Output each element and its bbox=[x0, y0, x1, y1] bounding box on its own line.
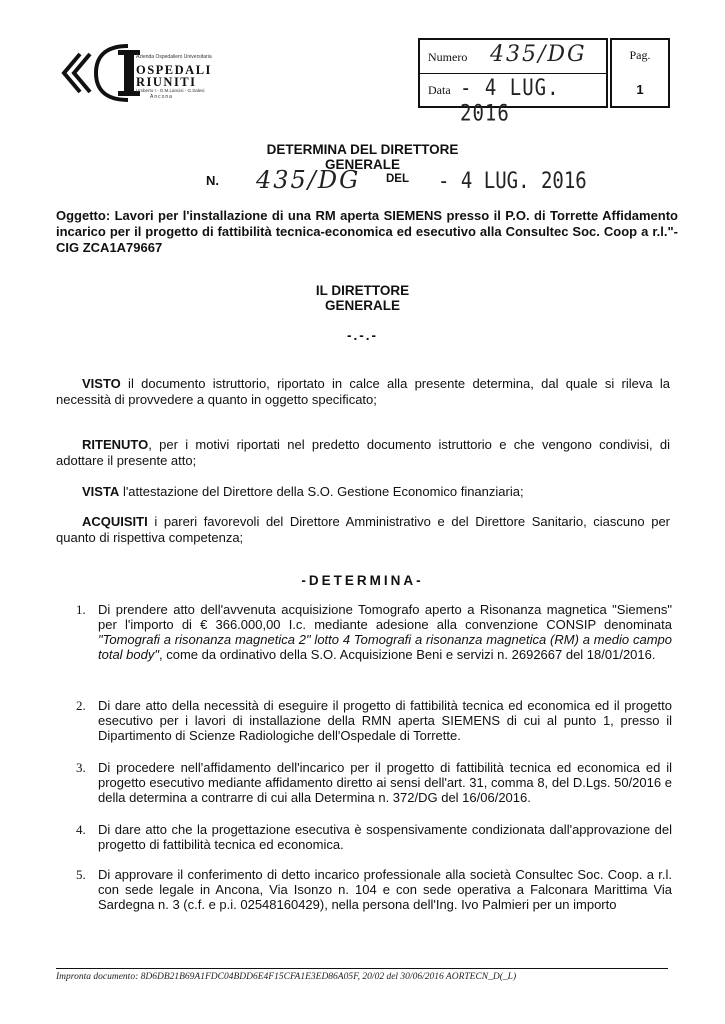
separator: -.-.- bbox=[347, 328, 378, 343]
paragraph-lead: VISTA bbox=[82, 484, 120, 499]
paragraph-acquisiti bbox=[56, 514, 670, 546]
logo-name-line2: RIUNITI bbox=[136, 75, 197, 89]
list-item bbox=[76, 760, 672, 808]
logo-small-top: Azienda Ospedaliero Universitaria bbox=[136, 54, 212, 60]
determina-heading: -DETERMINA- bbox=[301, 573, 424, 588]
list-item bbox=[76, 698, 672, 746]
paragraph-text: il documento istruttorio, riportato in calce alla presente determina, dal quale si rileva la necessità di provvedere a quanto in oggetto specificato; bbox=[56, 376, 670, 407]
list-item-text: Di approvare il conferimento di detto incarico professionale alla società Consultec Soc. Coop. a r.l. con sede legale in Ancona, Via Isonzo n. 104 e con sede operativa a Falconara Marittima Via Sardegna n. 3 (c.f. e p.i. 02548160429), nella persona dell'Ing. Ivo Palmieri per un importo bbox=[98, 867, 672, 912]
data-label: Data bbox=[428, 83, 451, 97]
item-text-italic: "Tomografi a risonanza magnetica 2" lotto 4 Tomografi a risonanza magnetica (RM) a medio campo total body" bbox=[98, 632, 672, 662]
logo-name bbox=[136, 64, 212, 88]
paragraph-visto bbox=[56, 376, 670, 408]
numero-label: Numero bbox=[428, 50, 468, 64]
subtitle-line2: GENERALE bbox=[324, 298, 400, 313]
footer-divider bbox=[56, 968, 668, 969]
number-label: N. bbox=[206, 173, 219, 188]
list-item-text bbox=[98, 602, 672, 662]
list-item-text: Di dare atto che la progettazione esecutiva è sospensivamente condizionata dall'approvazione del progetto di fattibilità tecnica ed economica. bbox=[98, 822, 672, 852]
list-item-number: 1. bbox=[76, 602, 86, 617]
page-box bbox=[610, 38, 670, 108]
paragraph-lead: ACQUISITI bbox=[82, 514, 148, 529]
list-item bbox=[76, 602, 672, 682]
list-item bbox=[76, 822, 672, 854]
item-text-part: , come da ordinativo della S.O. Acquisizione Beni e servizi n. 2692667 del 18/01/2016. bbox=[159, 647, 656, 662]
list-item-number: 2. bbox=[76, 698, 86, 713]
paragraph-vista bbox=[56, 484, 670, 500]
numero-row bbox=[420, 40, 606, 74]
list-item-number: 5. bbox=[76, 867, 86, 882]
list-item-number: 3. bbox=[76, 760, 86, 775]
data-value: - 4 LUG. 2016 bbox=[460, 75, 560, 127]
logo-name-line1: OSPEDALI bbox=[136, 63, 212, 77]
subject-text: Oggetto: Lavori per l'installazione di una RM aperta SIEMENS presso il P.O. di Torrette Affidamento incarico per il progetto di fattibilità tecnica-economica ed esecutivo alla Consultec Soc. Coop a r.l."- CIG ZCA1A79667 bbox=[56, 208, 678, 255]
paragraph-lead: VISTO bbox=[82, 376, 121, 391]
paragraph-text: l'attestazione del Direttore della S.O. Gestione Economico finanziaria; bbox=[119, 484, 524, 499]
paragraph-ritenuto bbox=[56, 437, 670, 469]
paragraph-lead: RITENUTO bbox=[82, 437, 149, 452]
del-label: DEL bbox=[386, 173, 409, 185]
list-item-number: 4. bbox=[76, 822, 86, 837]
document-footprint: Impronta documento: 8D6DB21B69A1FDC04BDD6E4F15CFA1E3ED86A05F, 20/02 del 30/06/2016 AORTECN_D(_L) bbox=[56, 972, 517, 982]
document-title-line1: DETERMINA DEL DIRETTORE bbox=[266, 142, 459, 157]
logo-city: Ancona bbox=[150, 94, 173, 100]
item-text-part: Di prendere atto dell'avvenuta acquisizione Tomografo aperto a Risonanza magnetica "Siemens" per l'importo di € 366.000,00 I.c. mediante adesione alla convenzione CONSIP denominata bbox=[98, 602, 672, 632]
page-label: Pag. bbox=[629, 48, 651, 62]
page-number: 1 bbox=[636, 82, 644, 97]
numero-value: 435/DG bbox=[490, 42, 587, 67]
document-title-line2: GENERALE bbox=[324, 157, 400, 172]
stamped-date: - 4 LUG. 2016 bbox=[438, 168, 587, 194]
paragraph-text: , per i motivi riportati nel predetto documento istruttorio e che vengono condivisi, di adottare il presente atto; bbox=[56, 437, 670, 468]
logo-small-bottom: Umberto I - G.M.Lancisi - G.Salesi bbox=[136, 88, 205, 93]
list-item-text: Di procedere nell'affidamento dell'incarico per il progetto di fattibilità tecnica ed economica ed il progetto esecutivo mediante affidamento diretto ai sensi dell'art. 31, comma 8, del D.Lgs. 50/2016 e della determina a contrarre di cui alla Determina n. 372/DG del 16/06/2016. bbox=[98, 760, 672, 805]
subtitle-line1: IL DIRETTORE bbox=[315, 283, 410, 298]
numero-data-box bbox=[418, 38, 608, 127]
list-item bbox=[76, 867, 672, 915]
handwritten-number: 435/DG bbox=[256, 166, 361, 194]
list-item-text: Di dare atto della necessità di eseguire il progetto di fattibilità tecnica ed economica ed il progetto esecutivo per i lavori di installazione della RMN aperta SIEMENS di cui al punto 1, presso il Dipartimento di Scienze Radiologiche dell'Ospedale di Torrette. bbox=[98, 698, 672, 743]
data-row bbox=[420, 73, 606, 127]
paragraph-text: i pareri favorevoli del Direttore Amministrativo e del Direttore Sanitario, ciascuno per quanto di rispettiva competenza; bbox=[56, 514, 670, 545]
